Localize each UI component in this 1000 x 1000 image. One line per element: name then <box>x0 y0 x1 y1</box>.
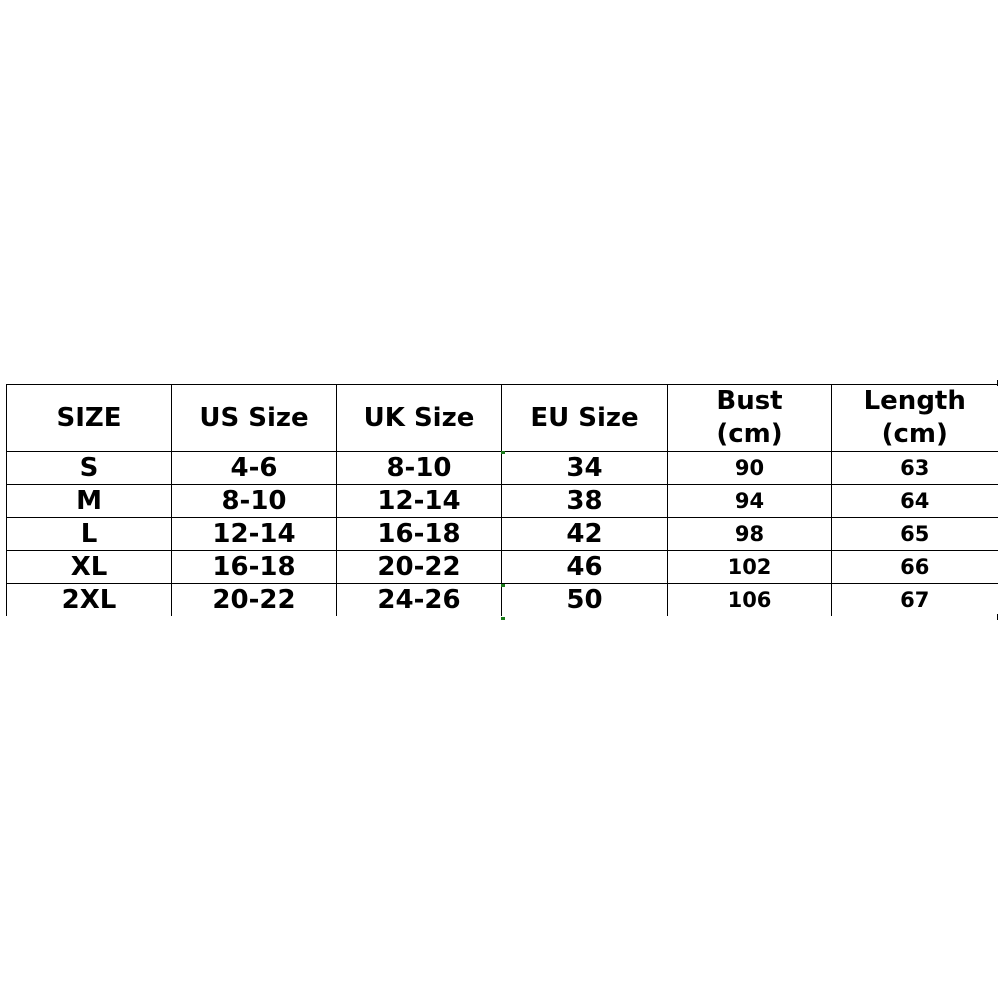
cell-corner-marker <box>501 451 505 454</box>
cell-length: 64 <box>832 485 998 518</box>
cell-eu-size: 38 <box>502 485 668 518</box>
cell-us-size: 12-14 <box>172 518 337 551</box>
cell-size: S <box>7 452 172 485</box>
cell-bust: 94 <box>668 485 832 518</box>
cell-bust: 102 <box>668 551 832 584</box>
cell-uk-size: 20-22 <box>337 551 502 584</box>
header-length: Length (cm) <box>832 385 998 452</box>
cell-eu-size: 34 <box>502 452 668 485</box>
cell-bust: 98 <box>668 518 832 551</box>
cell-uk-size: 24-26 <box>337 584 502 617</box>
cell-us-size: 16-18 <box>172 551 337 584</box>
cell-corner-marker <box>501 584 505 587</box>
cell-eu-size: 46 <box>502 551 668 584</box>
cell-bust: 106 <box>668 584 832 617</box>
cell-eu-size: 50 <box>502 584 668 617</box>
table-row <box>7 584 998 617</box>
cell-length: 65 <box>832 518 998 551</box>
cell-length: 66 <box>832 551 998 584</box>
border-stub <box>997 380 998 386</box>
table-row <box>7 518 998 551</box>
header-eu-size: EU Size <box>502 385 668 452</box>
table-row <box>7 485 998 518</box>
size-chart-table <box>6 384 998 616</box>
cell-uk-size: 8-10 <box>337 452 502 485</box>
cell-uk-size: 12-14 <box>337 485 502 518</box>
cell-size: XL <box>7 551 172 584</box>
header-bust: Bust (cm) <box>668 385 832 452</box>
header-uk-size: UK Size <box>337 385 502 452</box>
header-us-size: US Size <box>172 385 337 452</box>
cell-size: M <box>7 485 172 518</box>
cell-us-size: 4-6 <box>172 452 337 485</box>
cell-eu-size: 42 <box>502 518 668 551</box>
header-size: SIZE <box>7 385 172 452</box>
cell-us-size: 8-10 <box>172 485 337 518</box>
cell-length: 67 <box>832 584 998 617</box>
cell-corner-marker <box>501 617 505 620</box>
table-header-row <box>7 385 998 452</box>
cell-bust: 90 <box>668 452 832 485</box>
cell-us-size: 20-22 <box>172 584 337 617</box>
cell-size: 2XL <box>7 584 172 617</box>
cell-size: L <box>7 518 172 551</box>
cell-uk-size: 16-18 <box>337 518 502 551</box>
cell-length: 63 <box>832 452 998 485</box>
table-row <box>7 452 998 485</box>
table-row <box>7 551 998 584</box>
border-stub <box>997 614 998 620</box>
